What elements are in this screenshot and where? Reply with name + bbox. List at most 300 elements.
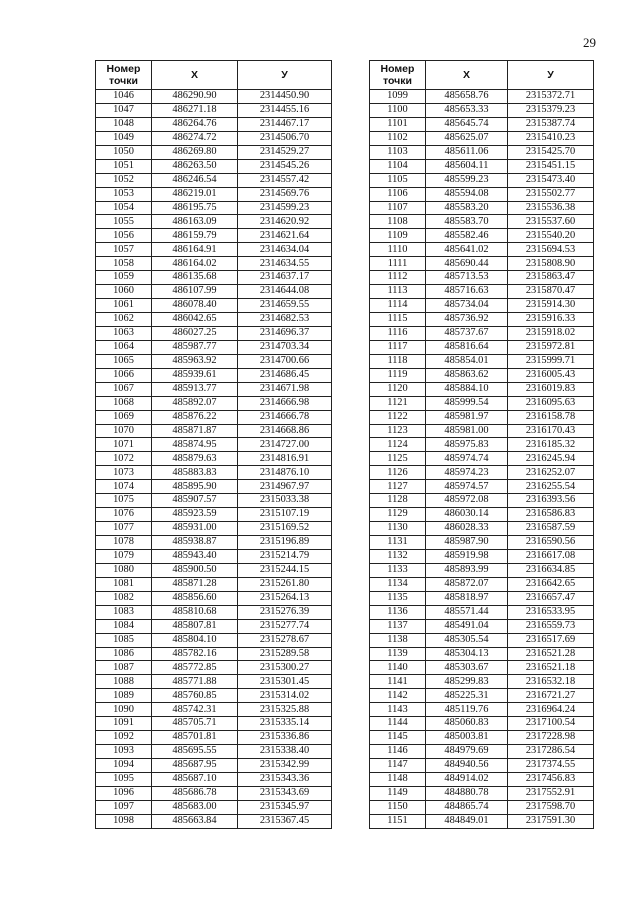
cell-x: 485713.53 [426, 271, 508, 285]
table-row [96, 438, 332, 452]
table-row [370, 731, 594, 745]
cell-point-number: 1063 [96, 326, 152, 340]
cell-x: 486164.91 [152, 243, 238, 257]
table-row [370, 508, 594, 522]
cell-x: 485938.87 [152, 536, 238, 550]
cell-point-number: 1141 [370, 675, 426, 689]
cell-y: 2314816.91 [238, 452, 332, 466]
cell-point-number: 1072 [96, 452, 152, 466]
cell-y: 2315276.39 [238, 605, 332, 619]
cell-point-number: 1124 [370, 438, 426, 452]
cell-y: 2316590.56 [508, 536, 594, 550]
cell-point-number: 1105 [370, 173, 426, 187]
table-row [370, 619, 594, 633]
table-row [370, 354, 594, 368]
cell-point-number: 1137 [370, 619, 426, 633]
cell-point-number: 1151 [370, 814, 426, 828]
cell-point-number: 1130 [370, 522, 426, 536]
header-y: У [508, 61, 594, 90]
cell-point-number: 1115 [370, 313, 426, 327]
cell-y: 2315972.81 [508, 340, 594, 354]
cell-point-number: 1135 [370, 591, 426, 605]
cell-point-number: 1092 [96, 731, 152, 745]
table-row [370, 452, 594, 466]
table-row [96, 772, 332, 786]
table-row [370, 103, 594, 117]
table-row [96, 257, 332, 271]
cell-x: 485987.77 [152, 340, 238, 354]
cell-point-number: 1050 [96, 145, 152, 159]
table-row [96, 814, 332, 828]
cell-y: 2314545.26 [238, 159, 332, 173]
cell-y: 2316634.85 [508, 563, 594, 577]
cell-point-number: 1052 [96, 173, 152, 187]
cell-point-number: 1143 [370, 703, 426, 717]
cell-x: 485919.98 [426, 549, 508, 563]
cell-x: 485299.83 [426, 675, 508, 689]
cell-y: 2315033.38 [238, 494, 332, 508]
cell-y: 2315261.80 [238, 577, 332, 591]
cell-y: 2314703.34 [238, 340, 332, 354]
cell-point-number: 1127 [370, 480, 426, 494]
cell-point-number: 1087 [96, 661, 152, 675]
cell-point-number: 1096 [96, 786, 152, 800]
table-row [96, 619, 332, 633]
cell-point-number: 1081 [96, 577, 152, 591]
table-row [96, 800, 332, 814]
table-row [370, 173, 594, 187]
cell-x: 486030.14 [426, 508, 508, 522]
cell-x: 485871.87 [152, 424, 238, 438]
table-row [96, 424, 332, 438]
cell-y: 2316521.18 [508, 661, 594, 675]
table-row [96, 786, 332, 800]
cell-point-number: 1085 [96, 633, 152, 647]
cell-y: 2316158.78 [508, 410, 594, 424]
cell-point-number: 1090 [96, 703, 152, 717]
cell-point-number: 1055 [96, 215, 152, 229]
cell-y: 2315196.89 [238, 536, 332, 550]
cell-point-number: 1097 [96, 800, 152, 814]
table-row [370, 480, 594, 494]
cell-x: 484880.78 [426, 786, 508, 800]
cell-x: 485872.07 [426, 577, 508, 591]
cell-x: 485687.10 [152, 772, 238, 786]
cell-x: 486264.76 [152, 117, 238, 131]
table-row [370, 229, 594, 243]
cell-y: 2315343.36 [238, 772, 332, 786]
table-row [370, 536, 594, 550]
cell-x: 485645.74 [426, 117, 508, 131]
cell-x: 485491.04 [426, 619, 508, 633]
cell-x: 485856.60 [152, 591, 238, 605]
cell-y: 2315870.47 [508, 285, 594, 299]
cell-x: 485972.08 [426, 494, 508, 508]
cell-point-number: 1088 [96, 675, 152, 689]
cell-x: 485895.90 [152, 480, 238, 494]
table-row [370, 745, 594, 759]
cell-point-number: 1059 [96, 271, 152, 285]
cell-point-number: 1114 [370, 299, 426, 313]
table-row [96, 354, 332, 368]
table-row [370, 703, 594, 717]
cell-point-number: 1116 [370, 326, 426, 340]
table-row [96, 745, 332, 759]
cell-point-number: 1061 [96, 299, 152, 313]
cell-x: 485981.00 [426, 424, 508, 438]
cell-point-number: 1150 [370, 800, 426, 814]
table-row [370, 340, 594, 354]
cell-y: 2317228.98 [508, 731, 594, 745]
table-row [370, 772, 594, 786]
cell-point-number: 1131 [370, 536, 426, 550]
table-row [96, 689, 332, 703]
cell-x: 485975.83 [426, 438, 508, 452]
cell-x: 485582.46 [426, 229, 508, 243]
table-row [96, 90, 332, 104]
cell-y: 2315537.60 [508, 215, 594, 229]
cell-y: 2314599.23 [238, 201, 332, 215]
cell-x: 485963.92 [152, 354, 238, 368]
cell-x: 485893.99 [426, 563, 508, 577]
cell-point-number: 1106 [370, 187, 426, 201]
cell-x: 484979.69 [426, 745, 508, 759]
table-row [96, 591, 332, 605]
coordinates-table-right [369, 60, 594, 829]
cell-y: 2315914.30 [508, 299, 594, 313]
cell-point-number: 1134 [370, 577, 426, 591]
cell-y: 2315264.13 [238, 591, 332, 605]
cell-x: 486163.09 [152, 215, 238, 229]
cell-x: 485737.67 [426, 326, 508, 340]
cell-point-number: 1056 [96, 229, 152, 243]
table-row [96, 549, 332, 563]
table-row [96, 340, 332, 354]
cell-y: 2315536.38 [508, 201, 594, 215]
cell-y: 2315808.90 [508, 257, 594, 271]
cell-point-number: 1075 [96, 494, 152, 508]
cell-point-number: 1108 [370, 215, 426, 229]
cell-x: 486027.25 [152, 326, 238, 340]
cell-point-number: 1080 [96, 563, 152, 577]
cell-y: 2315473.40 [508, 173, 594, 187]
cell-point-number: 1051 [96, 159, 152, 173]
cell-x: 485604.11 [426, 159, 508, 173]
table-row [370, 299, 594, 313]
cell-x: 485653.33 [426, 103, 508, 117]
table-row [96, 173, 332, 187]
cell-point-number: 1146 [370, 745, 426, 759]
cell-point-number: 1053 [96, 187, 152, 201]
cell-x: 485641.02 [426, 243, 508, 257]
cell-x: 485913.77 [152, 382, 238, 396]
cell-x: 485760.85 [152, 689, 238, 703]
cell-x: 485736.92 [426, 313, 508, 327]
cell-x: 485876.22 [152, 410, 238, 424]
cell-point-number: 1149 [370, 786, 426, 800]
cell-point-number: 1112 [370, 271, 426, 285]
cell-point-number: 1103 [370, 145, 426, 159]
cell-y: 2315916.33 [508, 313, 594, 327]
cell-y: 2315244.15 [238, 563, 332, 577]
cell-point-number: 1094 [96, 759, 152, 773]
cell-y: 2314659.55 [238, 299, 332, 313]
cell-x: 485683.00 [152, 800, 238, 814]
cell-point-number: 1095 [96, 772, 152, 786]
cell-point-number: 1139 [370, 647, 426, 661]
cell-y: 2316617.08 [508, 549, 594, 563]
table-row [96, 731, 332, 745]
cell-y: 2316245.94 [508, 452, 594, 466]
table-row [96, 159, 332, 173]
table-row [370, 410, 594, 424]
cell-y: 2317591.30 [508, 814, 594, 828]
cell-x: 485816.64 [426, 340, 508, 354]
table-row [370, 759, 594, 773]
cell-point-number: 1132 [370, 549, 426, 563]
table-row [96, 480, 332, 494]
cell-x: 484914.02 [426, 772, 508, 786]
table-row [96, 396, 332, 410]
cell-y: 2314671.98 [238, 382, 332, 396]
cell-point-number: 1138 [370, 633, 426, 647]
table-header-row [370, 61, 594, 90]
cell-point-number: 1069 [96, 410, 152, 424]
table-row [96, 382, 332, 396]
cell-point-number: 1064 [96, 340, 152, 354]
cell-y: 2315372.71 [508, 90, 594, 104]
cell-x: 485742.31 [152, 703, 238, 717]
table-row [96, 717, 332, 731]
cell-y: 2314682.53 [238, 313, 332, 327]
cell-x: 485943.40 [152, 549, 238, 563]
cell-point-number: 1119 [370, 368, 426, 382]
table-row [370, 424, 594, 438]
cell-point-number: 1057 [96, 243, 152, 257]
table-row [370, 368, 594, 382]
cell-point-number: 1058 [96, 257, 152, 271]
cell-x: 485974.57 [426, 480, 508, 494]
table-row [96, 494, 332, 508]
cell-x: 485939.61 [152, 368, 238, 382]
cell-point-number: 1104 [370, 159, 426, 173]
cell-x: 486269.80 [152, 145, 238, 159]
table-row [370, 661, 594, 675]
table-row [370, 786, 594, 800]
cell-y: 2314620.92 [238, 215, 332, 229]
cell-x: 485884.10 [426, 382, 508, 396]
cell-y: 2315277.74 [238, 619, 332, 633]
table-row [96, 661, 332, 675]
table-row [96, 326, 332, 340]
table-row [370, 438, 594, 452]
cell-y: 2314666.98 [238, 396, 332, 410]
cell-y: 2315278.67 [238, 633, 332, 647]
cell-point-number: 1142 [370, 689, 426, 703]
table-body-right [370, 90, 594, 829]
cell-point-number: 1102 [370, 131, 426, 145]
table-row [96, 271, 332, 285]
cell-point-number: 1136 [370, 605, 426, 619]
table-row [96, 466, 332, 480]
cell-point-number: 1118 [370, 354, 426, 368]
table-row [370, 800, 594, 814]
table-row [96, 410, 332, 424]
cell-x: 485900.50 [152, 563, 238, 577]
cell-y: 2314686.45 [238, 368, 332, 382]
cell-x: 485782.16 [152, 647, 238, 661]
cell-point-number: 1084 [96, 619, 152, 633]
cell-point-number: 1113 [370, 285, 426, 299]
cell-y: 2315540.20 [508, 229, 594, 243]
table-row [370, 647, 594, 661]
cell-y: 2315335.14 [238, 717, 332, 731]
cell-x: 485625.07 [426, 131, 508, 145]
cell-point-number: 1074 [96, 480, 152, 494]
cell-y: 2315345.97 [238, 800, 332, 814]
cell-x: 485810.68 [152, 605, 238, 619]
cell-x: 485883.83 [152, 466, 238, 480]
header-x: X [152, 61, 238, 90]
cell-point-number: 1065 [96, 354, 152, 368]
table-row [370, 382, 594, 396]
cell-x: 486159.79 [152, 229, 238, 243]
cell-y: 2314467.17 [238, 117, 332, 131]
table-row [96, 103, 332, 117]
cell-point-number: 1067 [96, 382, 152, 396]
cell-y: 2316255.54 [508, 480, 594, 494]
cell-x: 485987.90 [426, 536, 508, 550]
cell-y: 2316170.43 [508, 424, 594, 438]
cell-y: 2316586.83 [508, 508, 594, 522]
cell-x: 485583.70 [426, 215, 508, 229]
cell-y: 2315502.77 [508, 187, 594, 201]
cell-y: 2316252.07 [508, 466, 594, 480]
cell-x: 485658.76 [426, 90, 508, 104]
table-row [370, 243, 594, 257]
table-row [96, 647, 332, 661]
cell-x: 485701.81 [152, 731, 238, 745]
cell-y: 2316019.83 [508, 382, 594, 396]
cell-point-number: 1107 [370, 201, 426, 215]
cell-y: 2314455.16 [238, 103, 332, 117]
table-row [96, 536, 332, 550]
cell-x: 485874.95 [152, 438, 238, 452]
cell-y: 2315314.02 [238, 689, 332, 703]
cell-y: 2317552.91 [508, 786, 594, 800]
cell-y: 2315325.88 [238, 703, 332, 717]
cell-x: 485687.95 [152, 759, 238, 773]
cell-x: 486246.54 [152, 173, 238, 187]
cell-x: 486219.01 [152, 187, 238, 201]
cell-y: 2317374.55 [508, 759, 594, 773]
table-row [370, 201, 594, 215]
table-row [370, 494, 594, 508]
cell-point-number: 1046 [96, 90, 152, 104]
cell-point-number: 1091 [96, 717, 152, 731]
cell-y: 2316657.47 [508, 591, 594, 605]
table-row [96, 508, 332, 522]
cell-point-number: 1078 [96, 536, 152, 550]
cell-x: 486078.40 [152, 299, 238, 313]
cell-x: 484865.74 [426, 800, 508, 814]
cell-x: 486135.68 [152, 271, 238, 285]
cell-y: 2315107.19 [238, 508, 332, 522]
cell-point-number: 1144 [370, 717, 426, 731]
cell-x: 485060.83 [426, 717, 508, 731]
cell-y: 2315918.02 [508, 326, 594, 340]
cell-x: 485892.07 [152, 396, 238, 410]
table-row [370, 675, 594, 689]
cell-x: 485705.71 [152, 717, 238, 731]
table-row [96, 131, 332, 145]
cell-y: 2316721.27 [508, 689, 594, 703]
cell-point-number: 1101 [370, 117, 426, 131]
table-row [370, 90, 594, 104]
cell-x: 485807.81 [152, 619, 238, 633]
cell-y: 2315343.69 [238, 786, 332, 800]
table-row [96, 633, 332, 647]
cell-x: 485003.81 [426, 731, 508, 745]
table-body-left [96, 90, 332, 829]
cell-y: 2315999.71 [508, 354, 594, 368]
table-row [370, 396, 594, 410]
cell-y: 2317286.54 [508, 745, 594, 759]
cell-y: 2317100.54 [508, 717, 594, 731]
table-row [96, 703, 332, 717]
table-row [96, 243, 332, 257]
cell-y: 2314700.66 [238, 354, 332, 368]
cell-x: 485611.06 [426, 145, 508, 159]
cell-x: 486164.02 [152, 257, 238, 271]
cell-y: 2314569.76 [238, 187, 332, 201]
table-row [96, 145, 332, 159]
cell-point-number: 1123 [370, 424, 426, 438]
cell-y: 2314621.64 [238, 229, 332, 243]
cell-y: 2316587.59 [508, 522, 594, 536]
cell-point-number: 1062 [96, 313, 152, 327]
cell-x: 484940.56 [426, 759, 508, 773]
cell-y: 2315425.70 [508, 145, 594, 159]
table-row [96, 522, 332, 536]
cell-y: 2315387.74 [508, 117, 594, 131]
cell-y: 2314529.27 [238, 145, 332, 159]
cell-x: 486271.18 [152, 103, 238, 117]
table-row [370, 633, 594, 647]
cell-y: 2315342.99 [238, 759, 332, 773]
table-row [370, 522, 594, 536]
table-row [96, 452, 332, 466]
cell-x: 485663.84 [152, 814, 238, 828]
cell-point-number: 1047 [96, 103, 152, 117]
table-row [370, 326, 594, 340]
header-y: У [238, 61, 332, 90]
cell-x: 485923.59 [152, 508, 238, 522]
cell-point-number: 1060 [96, 285, 152, 299]
cell-y: 2316095.63 [508, 396, 594, 410]
cell-y: 2314644.08 [238, 285, 332, 299]
table-row [96, 299, 332, 313]
cell-y: 2315300.27 [238, 661, 332, 675]
cell-x: 486107.99 [152, 285, 238, 299]
page-number: 29 [583, 35, 596, 50]
cell-y: 2316533.95 [508, 605, 594, 619]
cell-x: 485974.23 [426, 466, 508, 480]
cell-y: 2317456.83 [508, 772, 594, 786]
table-header-row [96, 61, 332, 90]
cell-x: 486028.33 [426, 522, 508, 536]
cell-y: 2317598.70 [508, 800, 594, 814]
